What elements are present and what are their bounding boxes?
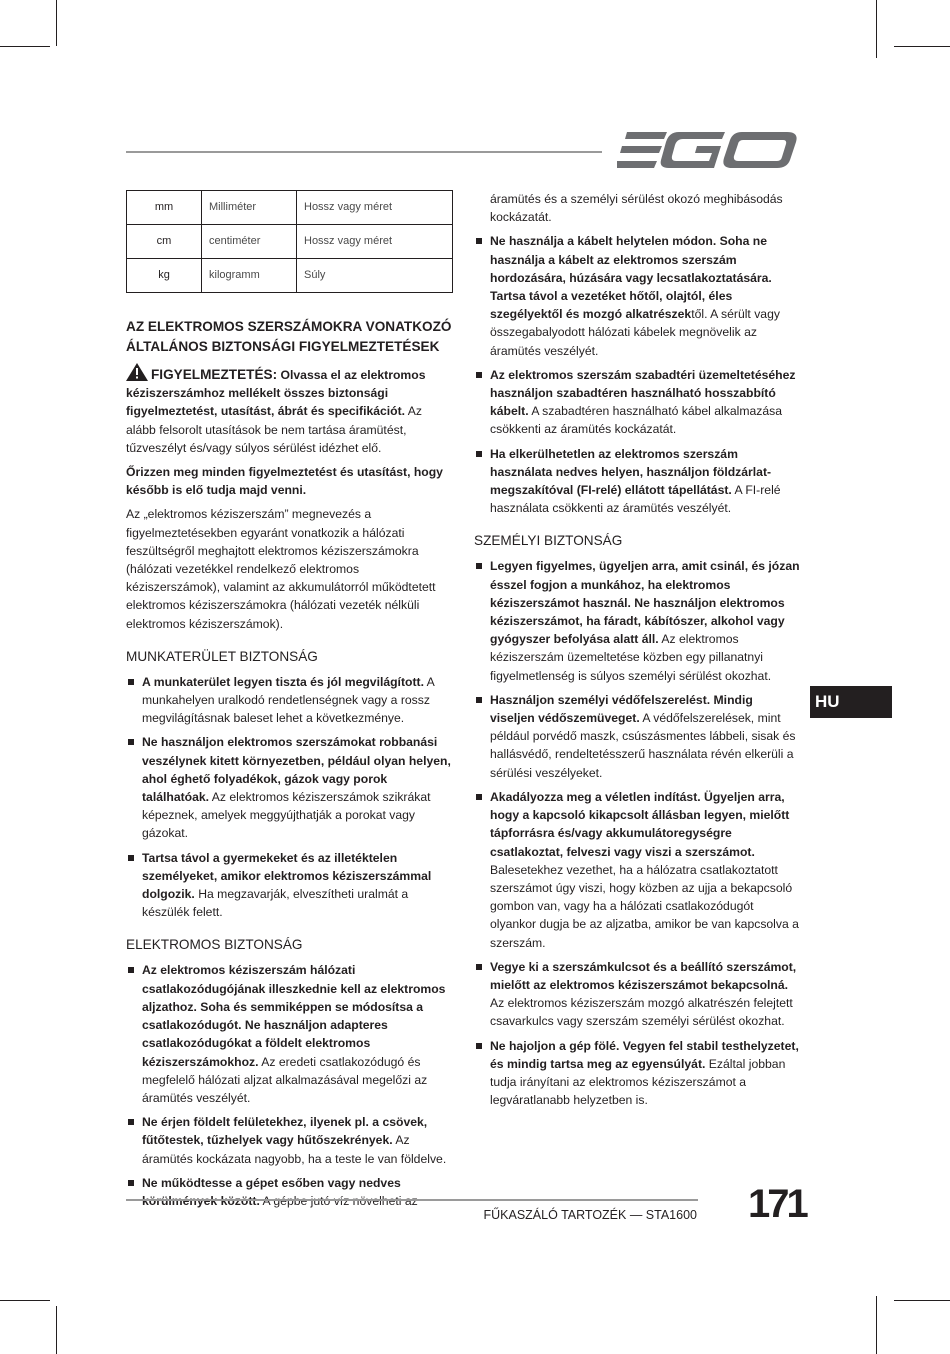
list-item [474, 232, 800, 359]
keep-instructions [126, 463, 453, 499]
warning-bold-text: Olvassa el az elektromos kéziszerszámhoz mellékelt összes biztonsági figyelmeztetést, utasítást, ábrát és specifikációt. [126, 368, 426, 419]
electrical-list [126, 961, 453, 1210]
language-tab: HU [810, 686, 892, 718]
warning-text: Az alább felsorolt utasítások be nem tartása áramütést, tűzveszélyt és/vagy súlyos sérülést idézhet elő. [126, 404, 423, 455]
units-table [126, 190, 453, 293]
list-item [474, 557, 800, 684]
list-item [126, 961, 453, 1107]
item-text: Ezáltal jobban tudja irányítani az elektromos kéziszerszámot a legváratlanabb helyzetben is. [490, 1056, 786, 1108]
item-text: től. A sérült vagy összegabalyodott hálózati kábelek megnövelik az áramütés veszélyét. [490, 307, 780, 358]
list-item [474, 1037, 800, 1110]
item-text: A FI-relé használata csökkenti az áramütés veszélyét. [490, 483, 781, 516]
unit-abbr: cm [127, 225, 202, 259]
general-safety-title: AZ ELEKTROMOS SZERSZÁMOKRA VONATKOZÓ ÁLTALÁNOS BIZTONSÁGI FIGYELMEZTETÉSEK [126, 319, 452, 354]
item-bold: Ne működtesse a gépet esőben vagy nedves [142, 1175, 401, 1190]
item-bold: Ne hajoljon a gép fölé. Vegyen fel stabil testhelyzetet, és mindig tartsa meg az egyensúlyát. [490, 1038, 799, 1071]
personal-safety-title: SZEMÉLYI BIZTONSÁG [474, 533, 623, 549]
crop-mark [894, 46, 950, 47]
item-bold: Tartsa távol a gyermekeket és az illetéktelen személyeket, amikor elektromos kéziszerszámmal dolgozik. [142, 850, 432, 902]
list-item [126, 733, 453, 842]
ego-logo [617, 130, 799, 170]
crop-mark [0, 1300, 50, 1301]
unit-desc: Hossz vagy méret [297, 191, 453, 225]
item-bold: A munkaterület legyen tiszta és jól megvilágított. [142, 674, 424, 689]
crop-mark [876, 0, 877, 58]
list-item [126, 1113, 453, 1168]
electrical-title: ELEKTROMOS BIZTONSÁG [126, 937, 303, 953]
item-text: Az eredeti csatlakozódugó és megfelelő hálózati aljzat alkalmazásával megelőzi az áramütés veszélyét. [142, 1054, 428, 1105]
unit-name: kilogramm [202, 259, 297, 293]
item-text: A védőfelszerelések, mint például porvédő maszk, csúszásmentes lábbeli, sisak és hallásvédő, rendeltetésszerű használata révén elkerüli a sérülési veszélyeket. [490, 711, 796, 780]
list-item [126, 849, 453, 922]
footer-text: FŰKASZÁLÓ TARTOZÉK — STA1600 [483, 1208, 697, 1222]
item-bold: Ha elkerülhetetlen az elektromos szerszám használata nedves helyen, használjon földzárlat-megszakítóval (FI-relé) ellátott tápellátást. [490, 446, 772, 498]
crop-mark [894, 1300, 950, 1301]
crop-mark [56, 1306, 57, 1354]
keep-instructions-text: Őrizzen meg minden figyelmeztetést és utasítást, hogy később is elő tudja majd venni. [126, 465, 443, 498]
item-text: Az elektromos kéziszerszám mozgó alkatrészén felejtett csavarkulcs vagy szerszám személyi sérülést okozhat. [490, 996, 793, 1029]
item-bold: Legyen figyelmes, ügyeljen arra, amit csinál, és józan ésszel fogjon a munkához, ha elektromos kéziszerszámot használ. Ne használjon elektromos kéziszerszámot, ha fáradt, kábítószer, alkohol vagy gyógyszer befolyása alatt áll. [490, 559, 800, 647]
work-area-title: MUNKATERÜLET BIZTONSÁG [126, 648, 318, 664]
item-text: A munkahelyen uralkodó rendetlenségnek vagy a rossz megvilágításnak baleset lehet a következménye. [142, 674, 435, 726]
electrical-list-continued [474, 232, 800, 517]
unit-desc: Súly [297, 259, 453, 293]
item-bold: Az elektromos szerszám szabadtéri üzemeltetéséhez használjon szabadtéren használható hosszabbító kábelt. [490, 367, 796, 419]
warning-paragraph [126, 363, 453, 457]
item-text: Az elektromos kéziszerszámok szikrákat képeznek, amelyek meggyújthatják a porokat vagy gázokat. [142, 790, 431, 841]
item-bold: Vegye ki a szerszámkulcsot és a beállító szerszámot, mielőtt az elektromos kéziszerszámot bekapcsolná. [490, 959, 797, 992]
table-row [127, 259, 453, 293]
item-bold: Használjon személyi védőfelszerelést. Mindig viseljen védőszemüveget. [490, 692, 753, 726]
crop-mark [0, 46, 50, 47]
header-rule [126, 151, 602, 153]
left-column [126, 190, 453, 1216]
warning-label: FIGYELMEZTETÉS: [151, 367, 278, 382]
item-bold: Ne érjen földelt felületekhez, ilyenek pl. a csövek, fűtőtestek, tűzhelyek vagy hűtőszekrények. [142, 1115, 428, 1148]
item-bold: Ne használja a kábelt helytelen módon. Soha ne használja a kábelt az elektromos szerszám hordozására, húzására vagy lecsatlakoztatására. Tartsa távol a vezetéket hőtől, olajtól, éles szegélyektől és mozgó alkatrészek [490, 234, 772, 322]
item-text: A szabadtéren használható kábel alkalmazása csökkenti az áramütés kockázatát. [490, 404, 783, 437]
footer-rule [126, 1199, 698, 1201]
crop-mark [56, 0, 57, 46]
item-text: Balesetekhez vezethet, ha a hálózatra csatlakoztatott szerszámot úgy viszi, hogy közben az ujja a bekapcsoló gombon van, vagy ha a hálózati csatlakozódugót olyankor dugja be az aljzatba, amikor be van kapcsolva a szerszám. [490, 862, 799, 950]
table-row [127, 191, 453, 225]
right-column [474, 190, 800, 1115]
item-text: Az elektromos kéziszerszám üzemeltetése közben egy pillanatnyi figyelmetlenség is súlyos személyi sérülést okozhat. [490, 632, 772, 683]
item-text: Az áramütés kockázata nagyobb, ha a teste le van földelve. [142, 1133, 447, 1166]
unit-name: centiméter [202, 225, 297, 259]
list-item [474, 958, 800, 1031]
item-bold: Ne használjon elektromos szerszámokat robbanási veszélynek kitett környezetben, például olyan helyen, ahol éghető folyadékok, gázok vagy porok találhatóak. [142, 735, 451, 805]
unit-desc: Hossz vagy méret [297, 225, 453, 259]
page-number: 171 [748, 1182, 806, 1226]
unit-name: Milliméter [202, 191, 297, 225]
item-bold: Az elektromos kéziszerszám hálózati csatlakozódugójának illeszkednie kell az elektromos aljzathoz. Soha és semmiképpen se módosítsa a csatlakozódugót. Ne használjon adapteres csatlakozódugókat a földelt elektromos kéziszerszámokhoz. [142, 963, 446, 1069]
item-text: Ha megzavarják, elveszítheti uralmát a készülék felett. [142, 887, 409, 920]
list-item [474, 445, 800, 518]
list-item [126, 673, 453, 728]
continuation-text: áramütés és a személyi sérülést okozó meghibásodás kockázatát. [490, 192, 783, 225]
table-row [127, 225, 453, 259]
list-item [474, 366, 800, 439]
item-bold: Akadályozza meg a véletlen indítást. Ügyeljen arra, hogy a kapcsoló kikapcsolt állásban legyen, mielőtt tápforrásra és/vagy akkumulátoregységre csatlakoztat, felveszi vagy viszi a szerszámot. [490, 789, 790, 859]
warning-triangle-icon [126, 363, 148, 381]
work-area-list [126, 673, 453, 922]
unit-abbr: kg [127, 259, 202, 293]
list-item [474, 691, 800, 782]
unit-abbr: mm [127, 191, 202, 225]
list-item [474, 788, 800, 952]
crop-mark [876, 1296, 877, 1354]
list-item [126, 1174, 453, 1210]
personal-safety-list [474, 557, 800, 1109]
definition-paragraph: Az „elektromos kéziszerszám” megnevezés a figyelmeztetésekben egyaránt vonatkozik a hálózati feszültségről meghajtott elektromos kéziszerszámokra (hálózati vezetékkel rendelkező elektromos kéziszerszámok), valamint az akkumulátorról működtetett elektromos kéziszerszámokra (hálózati vezeték nélküli elektromos kéziszerszámok). [126, 507, 436, 631]
